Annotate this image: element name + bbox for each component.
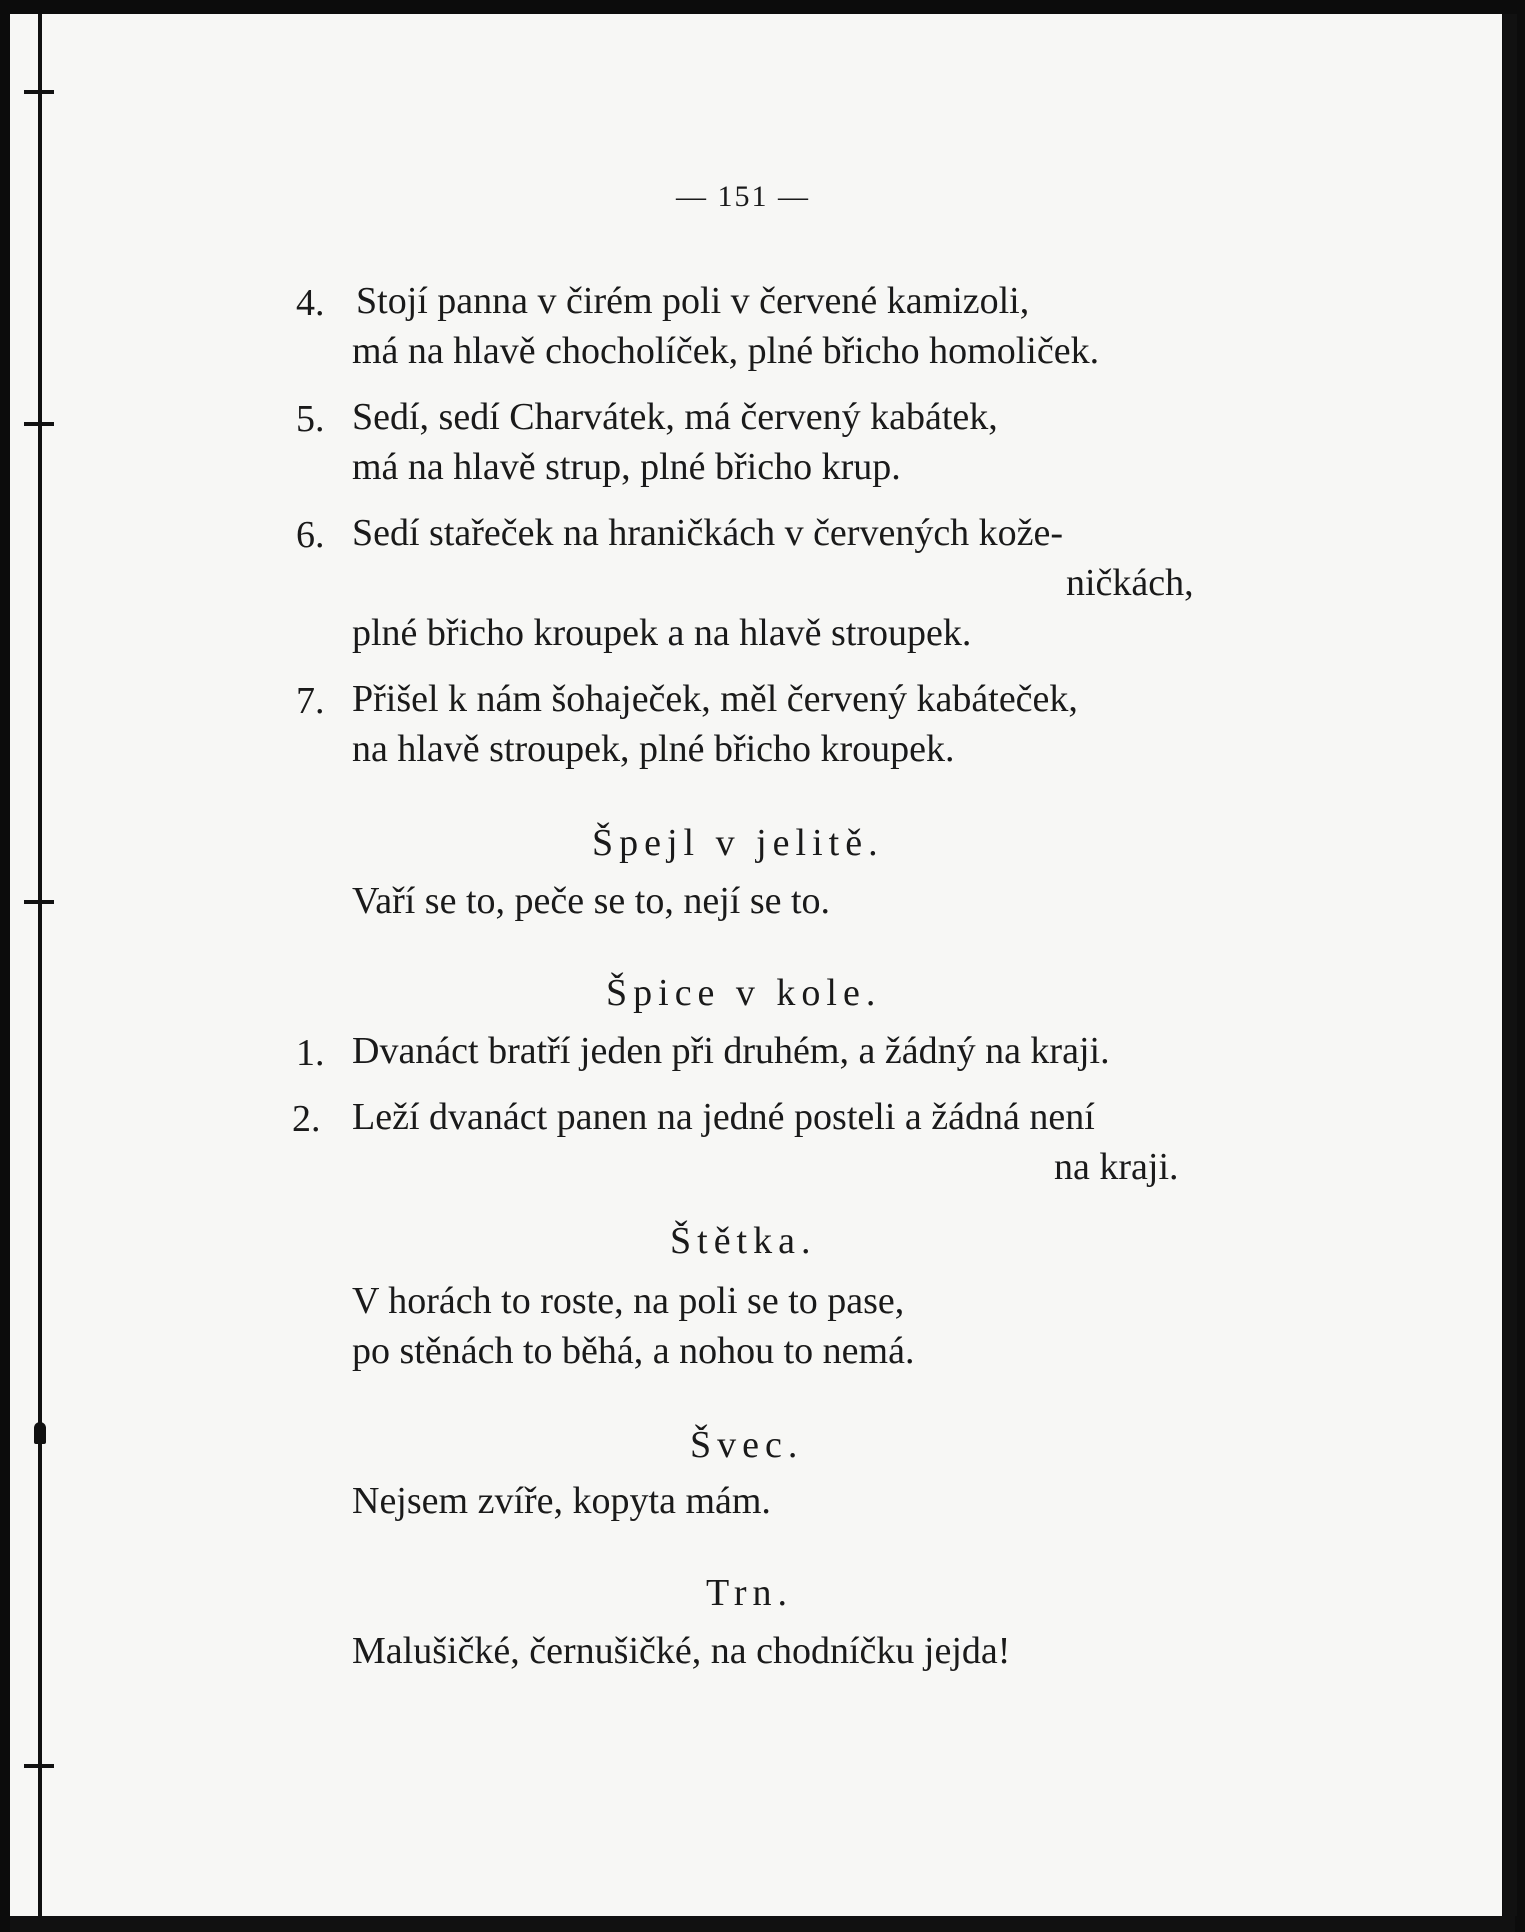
riddle-line: Dvanáct bratří jeden při druhém, a žádný na kraji. xyxy=(352,1030,1110,1072)
section-line: Malušičké, černušičké, na chodníčku jejda! xyxy=(352,1630,1011,1672)
riddle-number: 6. xyxy=(296,514,325,556)
page-number: — 151 — xyxy=(676,180,810,213)
section-heading: Špice v kole. xyxy=(606,972,882,1014)
section-heading: Štětka. xyxy=(670,1220,817,1262)
section-line: V horách to roste, na poli se to pase, xyxy=(352,1280,905,1322)
section-heading: Špejl v jelitě. xyxy=(592,822,884,864)
riddle-number: 1. xyxy=(296,1032,325,1074)
riddle-line: Přišel k nám šohaječek, měl červený kabáteček, xyxy=(352,678,1078,720)
riddle-line: má na hlavě strup, plné břicho krup. xyxy=(352,446,901,488)
riddle-line: na kraji. xyxy=(1054,1146,1179,1188)
riddle-line: Sedí stařeček na hraničkách v červených kože- xyxy=(352,512,1064,554)
riddle-number: 4. xyxy=(296,282,325,324)
riddle-line: Sedí, sedí Charvátek, má červený kabátek, xyxy=(352,396,998,438)
section-line: Nejsem zvíře, kopyta mám. xyxy=(352,1480,771,1522)
section-line: po stěnách to běhá, a nohou to nemá. xyxy=(352,1330,915,1372)
riddle-number: 2. xyxy=(292,1098,321,1140)
riddle-line: Stojí panna v čirém poli v červené kamizoli, xyxy=(356,280,1030,322)
section-heading: Trn. xyxy=(706,1572,794,1614)
riddle-line: ničkách, xyxy=(1066,562,1194,604)
section-heading: Švec. xyxy=(690,1424,804,1466)
riddle-line: má na hlavě chocholíček, plné břicho homoliček. xyxy=(352,330,1100,372)
riddle-line: plné břicho kroupek a na hlavě stroupek. xyxy=(352,612,972,654)
riddle-number: 7. xyxy=(296,680,325,722)
riddle-number: 5. xyxy=(296,398,325,440)
riddle-line: na hlavě stroupek, plné břicho kroupek. xyxy=(352,728,955,770)
section-line: Vaří se to, peče se to, nejí se to. xyxy=(352,880,831,922)
riddle-line: Leží dvanáct panen na jedné posteli a žádná není xyxy=(352,1096,1095,1138)
